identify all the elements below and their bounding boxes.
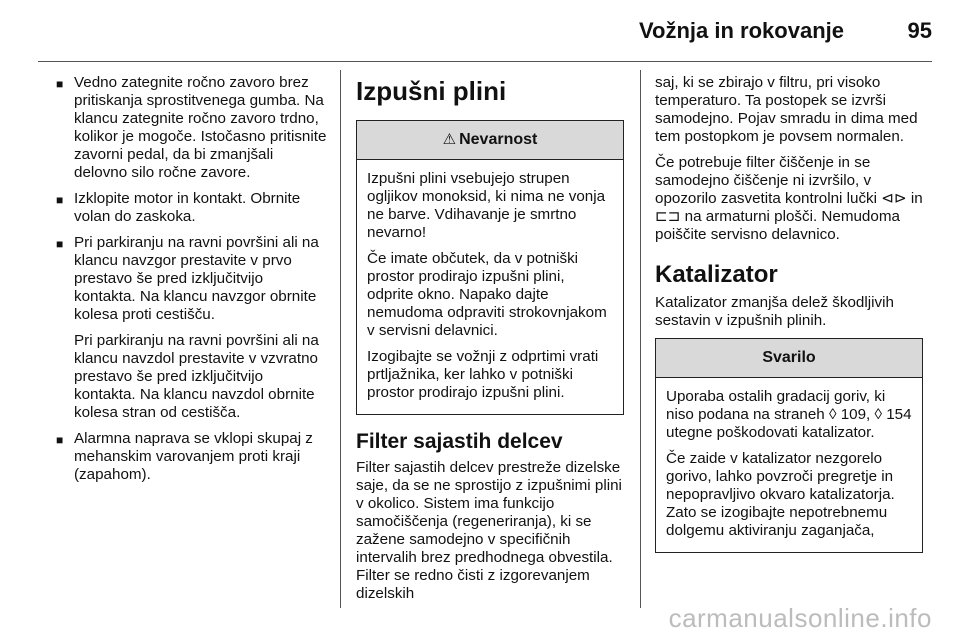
exhaust-heading: Izpušni plini bbox=[356, 76, 507, 106]
list-item-text: Izklopite motor in kontakt. Obrnite volan do zaskoka. bbox=[74, 190, 301, 225]
right-column bbox=[655, 74, 923, 553]
page-header bbox=[0, 0, 960, 60]
filter-heading: Filter sajastih delcev bbox=[356, 430, 563, 453]
warning-text: Uporaba ostalih gradacij goriv, ki niso podana na straneh ◊ 109, ◊ 154 utegne poškodovati katalizator. bbox=[666, 388, 912, 441]
list-item bbox=[56, 430, 328, 484]
column-divider-2 bbox=[640, 70, 641, 608]
list-item-text: Pri parkiranju na ravni površini ali na klancu navzdol prestavite v vzvratno prestavo še pred izključitvijo kontakta. Na klancu navzdol obrnite kolesa stran od cestišča. bbox=[74, 332, 319, 421]
filter-paragraph-continued: saj, ki se zbirajo v filtru, pri visoko temperaturo. Ta postopek se izvrši samodejno. Pojav smradu in dima med tem postopkom je povsem normalen. bbox=[655, 74, 918, 145]
left-column bbox=[56, 74, 328, 492]
bullet-list bbox=[56, 74, 328, 484]
danger-label: Nevarnost bbox=[459, 131, 538, 148]
list-item bbox=[56, 190, 328, 226]
warning-box bbox=[655, 338, 923, 553]
bullet-icon: ■ bbox=[56, 77, 64, 91]
warning-box-body bbox=[656, 378, 922, 552]
filter-paragraph: Filter sajastih delcev prestreže dizelske saje, da se ne sprostijo z izpušnimi plini v okolico. Sistem ima funkcijo samočiščenja (regeneriranja), ki se zažene samodejno v specifičnih intervalih brez predhodnega obvestila. Filter se redno čisti z izgorevanjem dizelskih bbox=[356, 459, 622, 602]
watermark: carmanualsonline.info bbox=[668, 603, 932, 633]
bullet-icon: ■ bbox=[56, 193, 64, 207]
middle-column bbox=[356, 74, 624, 611]
danger-box bbox=[356, 120, 624, 415]
filter-cleaning-paragraph: Če potrebuje filter čiščenje in se samodejno čiščenje ni izvršilo, v opozorilo zasvetita kontrolni lučki ⊲⊳ in ⊏⊐ na armaturni plošči. Nemudoma poiščite servisno delavnico. bbox=[655, 154, 923, 243]
catalyst-heading: Katalizator bbox=[655, 261, 778, 288]
list-item bbox=[56, 234, 328, 422]
column-divider-1 bbox=[340, 70, 341, 608]
bullet-icon: ■ bbox=[56, 237, 64, 251]
section-title: Vožnja in rokovanje bbox=[639, 18, 844, 43]
bullet-icon: ■ bbox=[56, 433, 64, 447]
list-item-text: Pri parkiranju na ravni površini ali na klancu navzgor prestavite v prvo prestavo še pred izključitvijo kontakta. Na klancu navzgor obrnite kolesa proti cestišču. bbox=[74, 234, 319, 323]
warning-triangle-icon: ⚠ bbox=[442, 131, 457, 148]
header-divider bbox=[38, 61, 932, 62]
warning-box-header: Svarilo bbox=[656, 339, 922, 378]
catalyst-intro: Katalizator zmanjša delež škodljivih sestavin v izpušnih plinih. bbox=[655, 294, 894, 329]
danger-box-header bbox=[357, 121, 623, 160]
page-number: 95 bbox=[907, 18, 932, 43]
warning-text: Če zaide v katalizator nezgorelo gorivo, lahko povzroči pregretje in nepopravljivo okvaro katalizatorja. Zato se izogibajte nepotrebnemu dolgemu aktiviranju zaganjača, bbox=[666, 450, 895, 539]
list-item bbox=[56, 74, 328, 182]
danger-box-body bbox=[357, 160, 623, 414]
danger-text: Če imate občutek, da v potniški prostor prodirajo izpušni plini, odprite okno. Napako dajte nemudoma odpraviti strokovnjakom v servisni delavnici. bbox=[367, 250, 607, 339]
danger-text: Izpušni plini vsebujejo strupen ogljikov monoksid, ki nima ne vonja ne barve. Vdihavanje je smrtno nevarno! bbox=[367, 170, 606, 241]
list-item-text: Alarmna naprava se vklopi skupaj z mehanskim varovanjem proti kraji (zapahom). bbox=[74, 430, 313, 483]
danger-text: Izogibajte se vožnji z odprtimi vrati prtljažnika, ker lahko v potniški prostor prodirajo izpušni plini. bbox=[367, 348, 599, 401]
list-item-text: Vedno zategnite ročno zavoro brez pritiskanja sprostitvenega gumba. Na klancu zategnite ročno zavoro trdno, kolikor je mogoče. Istočasno pritisnite zavorni pedal, da bi zmanjšali delovno silo ročne zavore. bbox=[74, 74, 327, 181]
